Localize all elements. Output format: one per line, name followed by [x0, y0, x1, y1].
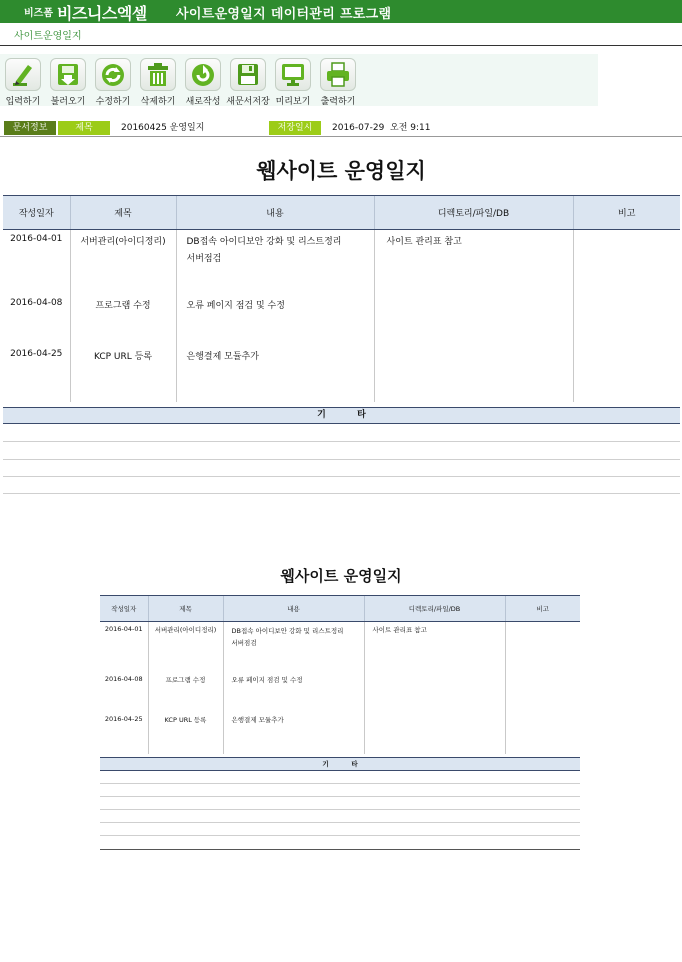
row-date[interactable]: 2016-04-25	[10, 348, 63, 359]
refresh-icon	[95, 58, 131, 91]
preview-button[interactable]	[272, 57, 314, 107]
table-row	[3, 230, 680, 294]
row-subject[interactable]: KCP URL 등록	[70, 345, 176, 402]
new-doc-icon	[185, 58, 221, 91]
table-row	[100, 622, 580, 672]
row-date: 2016-04-25	[104, 714, 143, 723]
subject-value[interactable]: 20160425 운영일지	[121, 123, 205, 133]
download-icon	[50, 58, 86, 91]
preview-etc-line	[100, 836, 580, 850]
row-date: 2016-04-01	[104, 625, 143, 633]
trash-icon	[140, 58, 176, 91]
delete-button[interactable]	[137, 57, 179, 107]
row-content	[223, 622, 364, 672]
table-row	[3, 294, 680, 345]
row-subject: 프로그램 수정	[148, 672, 223, 712]
doc-info-label: 문서정보	[4, 121, 56, 135]
save-icon	[230, 58, 266, 91]
content-line: 서버점검	[231, 639, 257, 647]
etc-line[interactable]	[3, 477, 680, 494]
preview-etc-header: 기 타	[100, 757, 580, 771]
col-header-content: 내용	[176, 196, 374, 230]
preview-etc-line	[100, 810, 580, 823]
print-button-label: 출력하기	[320, 97, 356, 107]
row-note	[505, 712, 580, 754]
input-button[interactable]	[2, 57, 44, 107]
preview-etc-line	[100, 771, 580, 784]
row-content[interactable]: 은행결제 모듈추가	[176, 345, 374, 402]
document-info-bar	[0, 120, 682, 137]
app-title: 사이트운영일지 데이터관리 프로그램	[176, 7, 392, 22]
row-note	[505, 672, 580, 712]
app-header	[0, 0, 682, 23]
row-content: 오류 페이지 점검 및 수정	[223, 672, 364, 712]
col-header-note: 비고	[573, 196, 680, 230]
row-subject: 서버관리(아이디정리)	[148, 622, 223, 672]
saved-value: 2016-07-29 오전 9:11	[332, 123, 431, 133]
col-header-date: 작성일자	[100, 596, 148, 622]
edit-button[interactable]	[92, 57, 134, 107]
load-button[interactable]	[47, 57, 89, 107]
sheet-tab-bar	[0, 23, 682, 46]
col-header-content: 내용	[223, 596, 364, 622]
delete-button-label: 삭제하기	[140, 97, 176, 107]
monitor-icon	[275, 58, 311, 91]
toolbar	[0, 54, 598, 106]
preview-title: 웹사이트 운영일지	[280, 567, 402, 585]
etc-section-header: 기 타	[3, 407, 680, 424]
col-header-directory: 디렉토리/파일/DB	[364, 596, 505, 622]
row-subject[interactable]: 프로그램 수정	[70, 294, 176, 345]
etc-line[interactable]	[3, 424, 680, 442]
etc-line[interactable]	[3, 442, 680, 460]
pencil-icon	[5, 58, 41, 91]
col-header-directory: 디렉토리/파일/DB	[374, 196, 573, 230]
row-subject[interactable]: 서버관리(아이디정리)	[70, 230, 176, 294]
col-header-subject: 제목	[70, 196, 176, 230]
saved-label: 저장일시	[269, 121, 321, 135]
preview-etc-line	[100, 823, 580, 836]
row-date: 2016-04-08	[104, 674, 143, 683]
row-note[interactable]	[573, 230, 680, 294]
table-row	[100, 712, 580, 754]
row-directory[interactable]	[374, 345, 573, 402]
subject-label: 제목	[58, 121, 110, 135]
row-content: 은행결제 모듈추가	[223, 712, 364, 754]
preview-table	[100, 595, 580, 754]
col-header-subject: 제목	[148, 596, 223, 622]
row-directory[interactable]	[374, 294, 573, 345]
table-row	[3, 345, 680, 402]
row-subject: KCP URL 등록	[148, 712, 223, 754]
document-title: 웹사이트 운영일지	[256, 159, 426, 183]
print-button[interactable]	[317, 57, 359, 107]
load-button-label: 불러오기	[50, 97, 86, 107]
log-table	[3, 195, 680, 402]
preview-etc-line	[100, 784, 580, 797]
new-button-label: 새로작성	[185, 97, 221, 107]
row-date[interactable]: 2016-04-08	[10, 297, 63, 308]
printer-icon	[320, 58, 356, 91]
row-note	[505, 622, 580, 672]
preview-etc-line	[100, 797, 580, 810]
edit-button-label: 수정하기	[95, 97, 131, 107]
tab-site-log[interactable]: 사이트운영일지	[14, 31, 82, 42]
row-directory[interactable]: 사이트 관리표 참고	[374, 230, 573, 294]
col-header-date: 작성일자	[3, 196, 70, 230]
etc-line[interactable]	[3, 460, 680, 477]
new-button[interactable]	[182, 57, 224, 107]
input-button-label: 입력하기	[5, 97, 41, 107]
row-note[interactable]	[573, 294, 680, 345]
row-content[interactable]	[176, 230, 374, 294]
content-line: DB접속 아이디보안 강화 및 리스트정리	[231, 627, 344, 635]
save-new-button[interactable]	[227, 57, 269, 107]
table-row	[100, 672, 580, 712]
col-header-note: 비고	[505, 596, 580, 622]
brand-logo: 비즈니스엑셀	[57, 4, 147, 23]
save-new-button-label: 새문서저장	[226, 97, 270, 107]
content-line: DB접속 아이디보안 강화 및 리스트정리	[186, 237, 342, 247]
row-date[interactable]: 2016-04-01	[10, 234, 63, 244]
brand-small: 비즈폼	[24, 8, 53, 19]
preview-button-label: 미리보기	[275, 97, 311, 107]
row-directory: 사이트 관리표 참고	[364, 622, 505, 672]
row-directory	[364, 672, 505, 712]
row-content[interactable]: 오류 페이지 점검 및 수정	[176, 294, 374, 345]
row-note[interactable]	[573, 345, 680, 402]
row-directory	[364, 712, 505, 754]
content-line: 서버점검	[186, 254, 222, 264]
